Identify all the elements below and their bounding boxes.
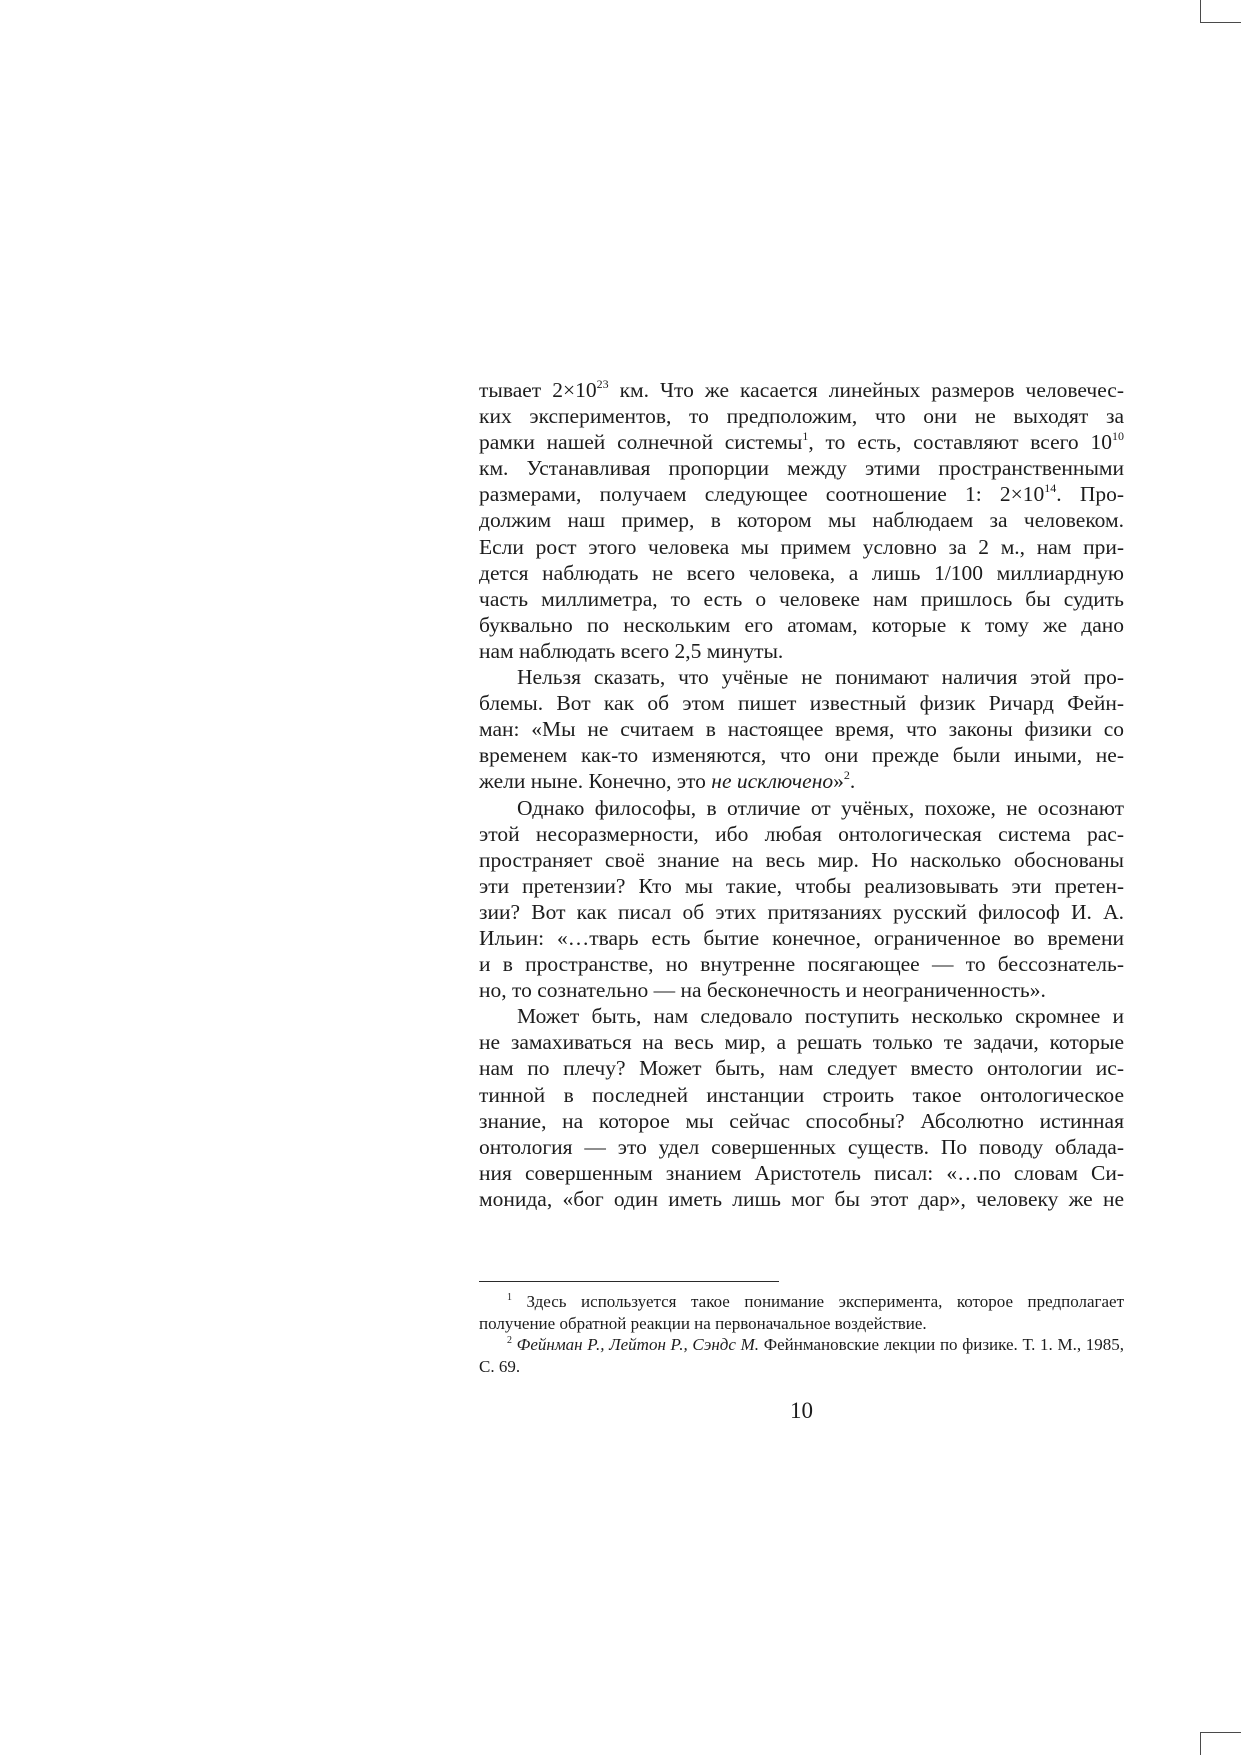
page-number: 10 [790, 1398, 813, 1423]
text-line [479, 377, 1124, 403]
italic-text: Фейнман Р., Лейтон Р., Сэндс М. [512, 1335, 760, 1354]
text-line: Может быть, нам следовало поступить несколько скромнее и [517, 1004, 1124, 1029]
footnote-mark: 1 [507, 1292, 512, 1303]
superscript: 14 [1044, 481, 1057, 496]
crop-mark-bottom-vertical [1200, 1732, 1201, 1755]
text-span: Здесь используется такое понимание эксперимента, которое предполагает [512, 1292, 1124, 1311]
text-line: эти претензии? Кто мы такие, чтобы реализовывать эти претен- [479, 873, 1124, 898]
text-line: не замахиваться на весь мир, а решать только те задачи, которые [479, 1030, 1124, 1055]
text-line: нам по плечу? Может быть, нам следует вместо онтологии ис- [479, 1056, 1124, 1081]
text-span: рамки нашей солнечной системы [479, 430, 803, 455]
crop-mark-top-vertical [1200, 0, 1201, 22]
text-line: зии? Вот как писал об этих притязаниях русский философ И. А. [479, 899, 1124, 924]
footnote-1 [479, 1291, 1124, 1334]
footnote-mark: 2 [507, 1335, 512, 1346]
text-line [479, 768, 1124, 794]
footnote-separator [479, 1281, 779, 1282]
text-line: временем как-то изменяются, что они прежде были иными, не- [479, 743, 1124, 768]
text-line: Нельзя сказать, что учёные не понимают наличия этой про- [517, 665, 1124, 690]
text-line: Ильин: «…тварь есть бытие конечное, ограниченное во времени [479, 925, 1124, 950]
text-line: дется наблюдать не всего человека, а лишь 1/100 миллиардную [479, 560, 1124, 585]
text-line: часть миллиметра, то есть о человеке нам пришлось бы судить [479, 586, 1124, 611]
text-line: и в пространстве, но внутренне посягающее — то бессознатель- [479, 952, 1124, 977]
text-span: М., 1985, С. 69. [479, 1335, 1125, 1376]
text-line: нам наблюдать всего 2,5 минуты. [479, 638, 784, 663]
superscript: 23 [596, 377, 609, 391]
text-line: монида, «бог один иметь лишь мог бы этот дар», человеку же не [479, 1186, 1124, 1211]
text-line [479, 481, 1124, 507]
text-span: тывает 2×10 [479, 378, 597, 402]
paragraph-1 [479, 377, 1124, 664]
text-line: но, то сознательно — на бесконечность и неограниченность». [479, 978, 1046, 1003]
crop-mark-top-horizontal [1200, 22, 1241, 23]
text-span: размерами, получаем следующее соотношение 1: 2×10 [479, 482, 1045, 507]
text-span: км. Что же касается линейных размеров человечес- [608, 378, 1124, 402]
crop-mark-bottom-horizontal [1200, 1732, 1241, 1733]
footnote-ref-2[interactable]: 2 [843, 768, 850, 783]
footnote-2 [479, 1334, 1124, 1377]
paragraph-4 [479, 1003, 1124, 1212]
text-line: онтология — это удел совершенных существ. По поводу облада- [479, 1134, 1124, 1159]
text-span: , то есть, составляют всего 10 [808, 430, 1112, 455]
text-line: ния совершенным знанием Аристотель писал: «…по словам Си- [479, 1160, 1124, 1185]
text-line: км. Устанавливая пропорции между этими пространственными [479, 456, 1124, 481]
superscript: 10 [1112, 429, 1124, 444]
text-line: пространяет своё знание на весь мир. Но насколько обоснованы [479, 847, 1124, 872]
text-span: жели ныне. Конечно, это [479, 769, 712, 794]
text-line: знание, на которое мы сейчас способны? Абсолютно истинная [479, 1108, 1124, 1133]
text-span: . [849, 769, 856, 794]
paragraph-2 [479, 664, 1124, 794]
body-text [479, 377, 1124, 1212]
text-line: должим наш пример, в котором мы наблюдаем за человеком. [479, 508, 1124, 533]
text-line: Если рост этого человека мы примем условно за 2 м., нам при- [479, 534, 1124, 559]
text-line: ман: «Мы не считаем в настоящее время, что законы физики со [479, 717, 1124, 742]
text-line [479, 429, 1124, 455]
italic-text: не исключено [711, 769, 834, 794]
text-line: Однако философы, в отличие от учёных, похоже, не осознают [517, 795, 1124, 820]
paragraph-3 [479, 795, 1124, 1004]
text-line: буквально по нескольким его атомам, которые к тому же дано [479, 612, 1124, 637]
text-line: ких экспериментов, то предположим, что они не выходят за [479, 404, 1124, 429]
text-span: Фейнмановские лекции по физике. Т. 1. [759, 1335, 1053, 1354]
footnotes [479, 1291, 1124, 1377]
text-line: тинной в последней инстанции строить такое онтологическое [479, 1082, 1124, 1107]
text-line: этой несоразмерности, ибо любая онтологическая система рас- [479, 821, 1124, 846]
text-line: блемы. Вот как об этом пишет известный физик Ричард Фейн- [479, 691, 1124, 716]
text-span: . Про- [1056, 482, 1125, 507]
text-span: получение обратной реакции на первоначальное воздействие. [479, 1313, 927, 1333]
text-span: » [833, 769, 844, 794]
footnote-ref-1[interactable]: 1 [802, 429, 809, 444]
